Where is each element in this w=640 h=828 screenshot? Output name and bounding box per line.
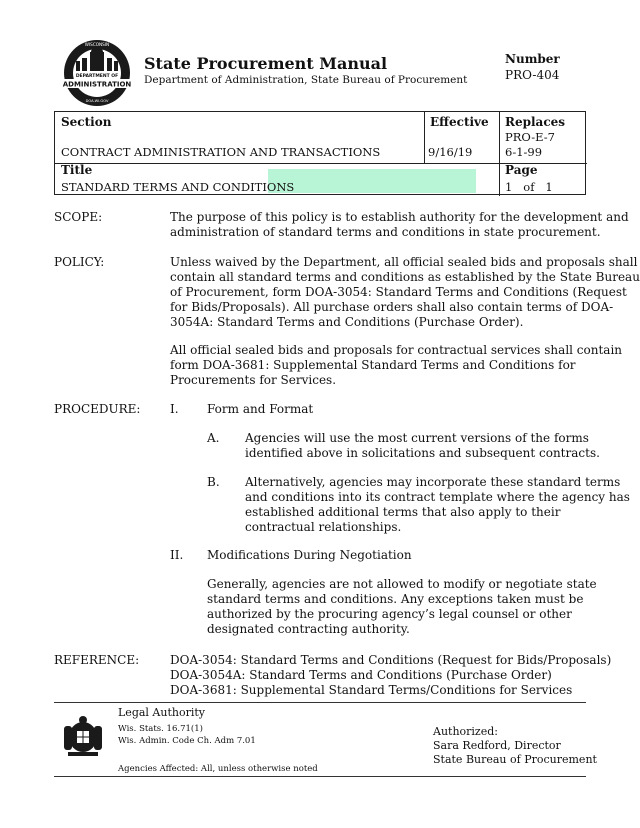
replaces-value-2: 6-1-99 bbox=[505, 145, 543, 159]
legal-authority-line-1: Wis. Stats. 16.71(1) bbox=[118, 724, 203, 734]
logo-text-bottom: DOA.WI.GOV bbox=[85, 99, 109, 103]
authorized-label: Authorized: bbox=[433, 725, 498, 738]
state-seal-icon bbox=[60, 712, 106, 758]
manual-subtitle: Department of Administration, State Bureau of Procurement bbox=[144, 74, 468, 86]
logo-text-mid2: ADMINISTRATION bbox=[62, 80, 132, 89]
procedure-ii-title: Modifications During Negotiation bbox=[207, 548, 412, 562]
scope-label: SCOPE: bbox=[54, 210, 103, 224]
logo-text-mid1: DEPARTMENT OF bbox=[75, 74, 119, 79]
legal-authority-line-2: Wis. Admin. Code Ch. Adm 7.01 bbox=[118, 736, 256, 746]
page-value: 1 of 1 bbox=[505, 180, 553, 194]
procedure-ii-text: Generally, agencies are not allowed to modify or negotiate state standard terms and conditions. Any exceptions taken must be authorized by the procuring agency’s legal counsel or other designated contracting authority. bbox=[207, 577, 597, 636]
procedure-i-number: I. bbox=[170, 402, 179, 416]
effective-value: 9/16/19 bbox=[428, 145, 473, 159]
scope-text: The purpose of this policy is to establish authority for the development and administration of standard terms and conditions in state procurement. bbox=[170, 210, 629, 239]
effective-label: Effective bbox=[430, 115, 489, 129]
doa-logo bbox=[62, 38, 132, 108]
replaces-label: Replaces bbox=[505, 115, 566, 129]
procedure-ii-number: II. bbox=[170, 548, 184, 562]
logo-text-top: WISCONSIN bbox=[84, 42, 110, 47]
title-label: Title bbox=[61, 163, 93, 177]
manual-title: State Procurement Manual bbox=[144, 54, 388, 73]
replaces-value-1: PRO-E-7 bbox=[505, 130, 555, 144]
number-value: PRO-404 bbox=[505, 68, 560, 82]
procedure-b-text: Alternatively, agencies may incorporate these standard terms and conditions into its contract template where the agency has established additional terms that also apply to their contractual relationships. bbox=[245, 475, 630, 534]
procedure-a-text: Agencies will use the most current versions of the forms identified above in solicitations and subsequent contracts. bbox=[245, 431, 600, 460]
agencies-affected: Agencies Affected: All, unless otherwise noted bbox=[118, 764, 318, 774]
reference-list: DOA-3054: Standard Terms and Conditions (Request for Bids/Proposals) DOA-3054A: Standard Terms and Conditions (Purchase Order) DOA-3681: Supplemental Standard Terms/Conditions for Services bbox=[170, 653, 612, 697]
procedure-a-letter: A. bbox=[207, 431, 220, 445]
reference-label: REFERENCE: bbox=[54, 653, 140, 667]
legal-authority-title: Legal Authority bbox=[118, 706, 205, 719]
authorized-organization: State Bureau of Procurement bbox=[433, 753, 597, 766]
section-label: Section bbox=[61, 115, 112, 129]
title-highlight bbox=[268, 169, 476, 193]
title-value: STANDARD TERMS AND CONDITIONS bbox=[61, 180, 295, 194]
page-label: Page bbox=[505, 163, 538, 177]
policy-label: POLICY: bbox=[54, 255, 105, 269]
number-label: Number bbox=[505, 52, 560, 66]
procedure-label: PROCEDURE: bbox=[54, 402, 141, 416]
procedure-b-letter: B. bbox=[207, 475, 220, 489]
authorized-name: Sara Redford, Director bbox=[433, 739, 561, 752]
policy-paragraph-2: All official sealed bids and proposals for contractual services shall contain form DOA-3681: Supplemental Standard Terms and Conditions for Procurements for Services. bbox=[170, 343, 623, 387]
policy-paragraph-1: Unless waived by the Department, all official sealed bids and proposals shall contain all standard terms and conditions as established by the State Bureau of Procurement, form DOA-3054: Standard Terms and Conditions (Request for Bids/Proposals). All purchase orders shall also contain terms of DOA- 3054A: Standard Terms and Conditions (Purchase Order). bbox=[170, 255, 640, 329]
meta-table bbox=[54, 111, 586, 195]
footer-bottom-rule bbox=[54, 776, 586, 777]
footer-top-rule bbox=[54, 702, 586, 703]
procedure-i-title: Form and Format bbox=[207, 402, 314, 416]
section-value: CONTRACT ADMINISTRATION AND TRANSACTIONS bbox=[61, 145, 381, 159]
